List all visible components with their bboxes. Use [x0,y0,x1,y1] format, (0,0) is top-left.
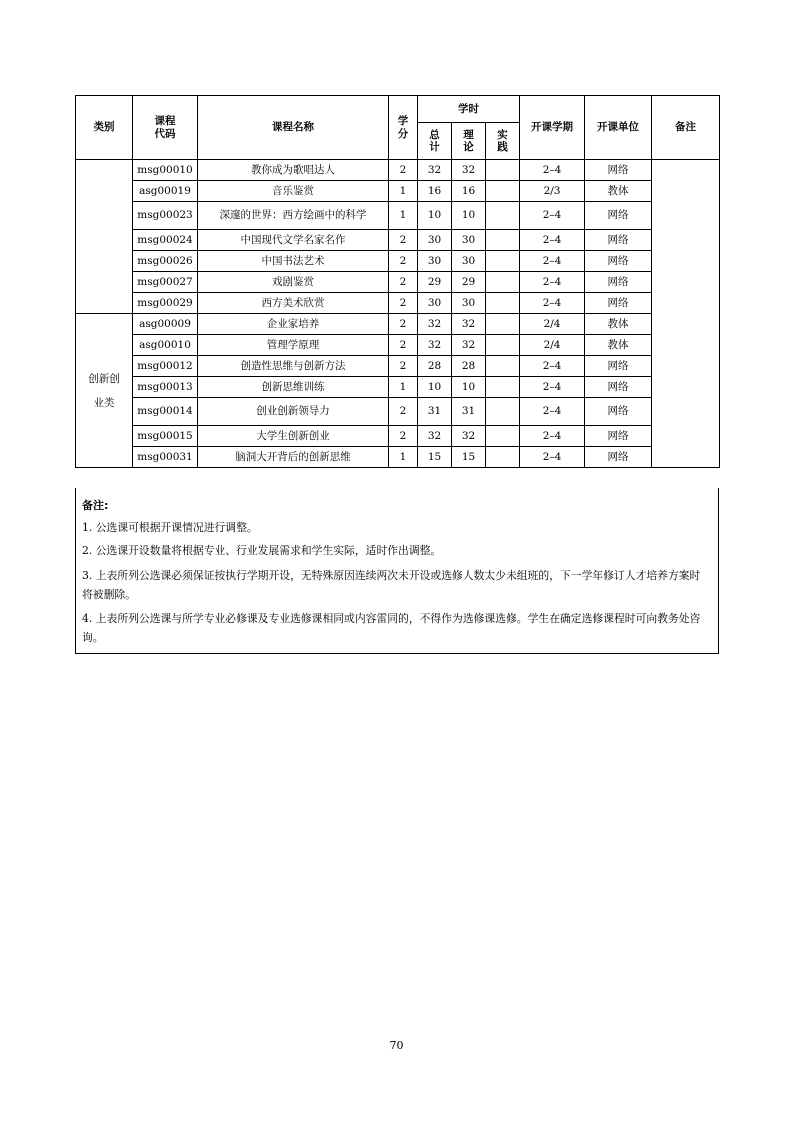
header-credit-line2: 分 [397,127,409,140]
header-code [133,96,198,160]
header-code-line1: 课程 [154,115,176,128]
cell-name: 深邃的世界：西方绘画中的科学 [198,202,389,230]
cell-semester: 2–4 [520,230,585,251]
cell-theory: 32 [452,314,486,335]
cell-total: 10 [418,202,452,230]
header-total-line2: 计 [429,141,440,153]
cell-name: 脑洞大开背后的创新思维 [198,447,389,468]
cell-unit: 网络 [585,398,652,426]
cell-semester: 2–4 [520,356,585,377]
cell-unit: 网络 [585,447,652,468]
category-cell [76,160,133,314]
cell-unit: 教体 [585,314,652,335]
table-row [76,426,720,447]
header-theory-line2: 论 [463,141,474,153]
cell-credit: 2 [389,398,418,426]
cell-total: 10 [418,377,452,398]
cell-credit: 2 [389,251,418,272]
note-item-1: 1. 公选课可根据开课情况进行调整。 [82,521,258,534]
cell-semester: 2–4 [520,377,585,398]
cell-total: 28 [418,356,452,377]
table-row [76,230,720,251]
cell-credit: 2 [389,426,418,447]
cell-credit: 2 [389,314,418,335]
cell-code: asg00010 [133,335,198,356]
cell-total: 32 [418,426,452,447]
cell-name: 管理学原理 [198,335,389,356]
cell-name: 教你成为歌唱达人 [198,160,389,181]
cell-total: 32 [418,335,452,356]
cell-code: msg00014 [133,398,198,426]
cell-theory: 32 [452,426,486,447]
course-table-body [76,160,720,468]
cell-name: 西方美术欣赏 [198,293,389,314]
cell-theory: 30 [452,293,486,314]
header-category: 类别 [76,96,133,160]
header-hours: 学时 [418,96,520,123]
cell-total: 31 [418,398,452,426]
cell-unit: 教体 [585,335,652,356]
cell-total: 30 [418,230,452,251]
cell-credit: 2 [389,230,418,251]
cell-name: 大学生创新创业 [198,426,389,447]
cell-unit: 网络 [585,426,652,447]
cell-name: 音乐鉴赏 [198,181,389,202]
cell-name: 中国现代文学名家名作 [198,230,389,251]
cell-name: 企业家培养 [198,314,389,335]
cell-semester: 2–4 [520,447,585,468]
cell-total: 16 [418,181,452,202]
cell-unit: 网络 [585,272,652,293]
cell-name: 创新思维训练 [198,377,389,398]
cell-semester: 2–4 [520,160,585,181]
cell-credit: 1 [389,181,418,202]
notes-box [75,488,719,654]
page-number: 70 [389,1039,404,1052]
cell-name: 创业创新领导力 [198,398,389,426]
cell-practice [486,447,520,468]
cell-name: 中国书法艺术 [198,251,389,272]
cell-code: msg00015 [133,426,198,447]
header-total [418,123,452,160]
cell-code: asg00009 [133,314,198,335]
cell-unit: 网络 [585,230,652,251]
cell-practice [486,377,520,398]
cell-credit: 2 [389,293,418,314]
header-practice-line2: 践 [497,141,508,153]
cell-semester: 2/4 [520,335,585,356]
cell-theory: 16 [452,181,486,202]
cell-semester: 2–4 [520,398,585,426]
cell-code: msg00012 [133,356,198,377]
table-row [76,202,720,230]
note-item-4: 4. 上表所列公选课与所学专业必修课及专业选修课相同或内容雷同的，不得作为选修课选修。学生在确定选修课程时可向教务处咨询。 [82,612,701,644]
cell-semester: 2–4 [520,272,585,293]
cell-code: msg00013 [133,377,198,398]
table-row [76,447,720,468]
header-semester: 开课学期 [520,96,585,160]
table-row [76,251,720,272]
cell-semester: 2–4 [520,251,585,272]
cell-unit: 网络 [585,293,652,314]
cell-credit: 1 [389,202,418,230]
header-unit: 开课单位 [585,96,652,160]
header-practice [486,123,520,160]
cell-unit: 网络 [585,251,652,272]
cell-unit: 教体 [585,181,652,202]
cell-credit: 1 [389,447,418,468]
cell-theory: 29 [452,272,486,293]
cell-total: 30 [418,251,452,272]
cell-code: msg00031 [133,447,198,468]
cell-theory: 32 [452,160,486,181]
header-theory-line1: 理 [463,128,474,141]
cell-practice [486,293,520,314]
table-row [76,293,720,314]
cell-total: 15 [418,447,452,468]
cell-unit: 网络 [585,202,652,230]
cell-unit: 网络 [585,356,652,377]
cell-code: msg00010 [133,160,198,181]
cell-theory: 30 [452,230,486,251]
cell-name: 创造性思维与创新方法 [198,356,389,377]
cell-practice [486,426,520,447]
cell-total: 30 [418,293,452,314]
cell-theory: 10 [452,377,486,398]
cell-practice [486,398,520,426]
cell-practice [486,356,520,377]
table-row [76,356,720,377]
cell-credit: 2 [389,335,418,356]
header-practice-line1: 实 [497,128,508,141]
cell-credit: 2 [389,160,418,181]
cell-theory: 28 [452,356,486,377]
table-row [76,272,720,293]
header-total-line1: 总 [429,128,440,141]
table-row [76,377,720,398]
cell-total: 32 [418,160,452,181]
cell-semester: 2–4 [520,426,585,447]
header-code-line2: 代码 [154,127,176,140]
cell-credit: 2 [389,272,418,293]
cell-theory: 32 [452,335,486,356]
cell-total: 29 [418,272,452,293]
header-name: 课程名称 [198,96,389,160]
table-row [76,181,720,202]
cell-code: msg00024 [133,230,198,251]
cell-practice [486,202,520,230]
cell-practice [486,335,520,356]
table-row [76,314,720,335]
cell-unit: 网络 [585,160,652,181]
cell-unit: 网络 [585,377,652,398]
cell-theory: 10 [452,202,486,230]
cell-total: 32 [418,314,452,335]
cell-theory: 30 [452,251,486,272]
course-table [75,95,720,468]
cell-code: msg00029 [133,293,198,314]
table-row [76,398,720,426]
cell-code: msg00027 [133,272,198,293]
cell-semester: 2–4 [520,293,585,314]
cell-code: msg00026 [133,251,198,272]
header-remark: 备注 [652,96,720,160]
header-theory [452,123,486,160]
remark-cell [652,160,720,468]
cell-practice [486,230,520,251]
header-credit [389,96,418,160]
cell-theory: 31 [452,398,486,426]
category-cell: 创新创业类 [76,314,133,468]
cell-semester: 2/4 [520,314,585,335]
cell-practice [486,314,520,335]
table-row [76,160,720,181]
cell-name: 戏剧鉴赏 [198,272,389,293]
cell-code: asg00019 [133,181,198,202]
note-item-2: 2. 公选课开设数量将根据专业、行业发展需求和学生实际，适时作出调整。 [82,544,442,557]
table-row [76,335,720,356]
header-credit-line1: 学 [397,115,409,128]
cell-code: msg00023 [133,202,198,230]
note-item-3: 3. 上表所列公选课必须保证按执行学期开设，无特殊原因连续两次未开设或选修人数太少未组班的，下一学年修订人才培养方案时将被删除。 [82,569,701,601]
notes-title: 备注: [82,499,109,512]
cell-practice [486,272,520,293]
cell-credit: 2 [389,356,418,377]
cell-practice [486,251,520,272]
cell-practice [486,160,520,181]
cell-semester: 2/3 [520,181,585,202]
cell-theory: 15 [452,447,486,468]
cell-credit: 1 [389,377,418,398]
cell-practice [486,181,520,202]
cell-semester: 2–4 [520,202,585,230]
